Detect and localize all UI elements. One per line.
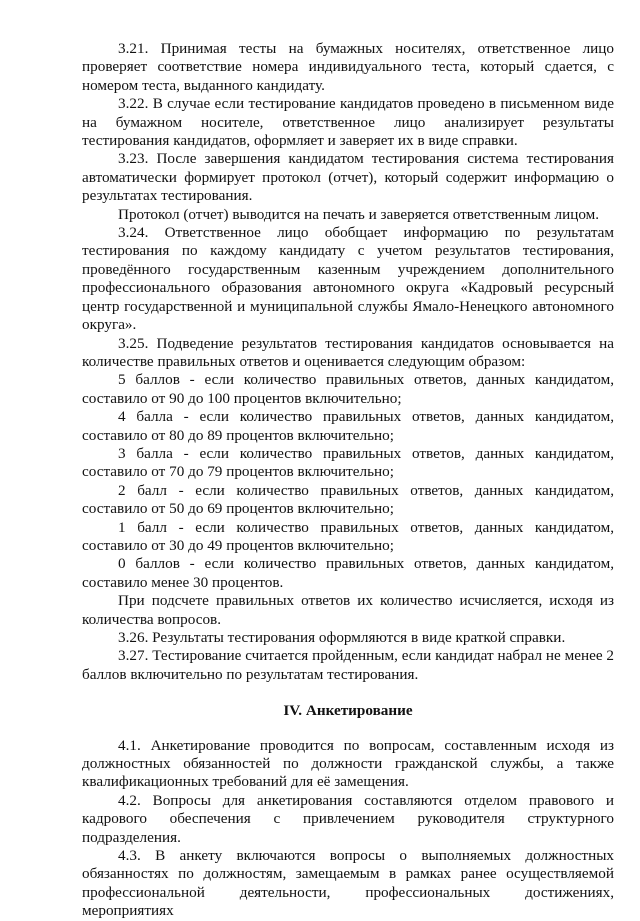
paragraph-3-26: 3.26. Результаты тестирования оформляются в виде краткой справки. [118,629,566,646]
paragraph-protocol: Протокол (отчет) выводится на печать и заверяется ответственным лицом. [118,205,600,223]
document-body [82,40,614,921]
paragraph-3-21: 3.21. Принимая тесты на бумажных носителях, ответственное лицо проверяет соответствие номера индивидуального теста, который сдается, с номером теста, выданного кандидату. [82,40,614,94]
paragraph-4-1: 4.1. Анкетирование проводится по вопросам, составленным исходя из должностных обязанностей по должности гражданской службы, а также квалификационных требований для её замещения. [82,736,614,791]
paragraph-3-22: 3.22. В случае если тестирование кандидатов проведено в письменном виде на бумажном носителе, ответственное лицо анализирует результаты тестирования кандидатов, оформляет и заверяет их в виде справки. [82,95,614,150]
score-2-item: 2 балл - если количество правильных ответов, данных кандидатом, составило от 50 до 69 процентов включительно; [82,481,614,518]
section-heading: IV. Анкетирование [283,702,413,720]
score-1-item: 1 балл - если количество правильных ответов, данных кандидатом, составило от 30 до 49 процентов включительно; [82,518,614,554]
score-3-item: 3 балла - если количество правильных ответов, данных кандидатом, составило от 70 до 79 процентов включительно; [82,444,614,481]
paragraph-3-24: 3.24. Ответственное лицо обобщает информацию по результатам тестирования по каждому кандидату с учетом результатов тестирования, проведённого государственным казенным учреждением дополнительного профессионального образования автономного округа «Кадровый ресурсный центр государственной и муниципальной службы Ямало-Ненецкого автономного округа». [82,224,614,334]
paragraph-4-3: 4.3. В анкету включаются вопросы о выполняемых должностных обязанностях по должностям, замещаемым в рамках ранее осуществляемой профессиональной деятельности, профессиональных достижениях, мероприятиях [82,847,614,920]
paragraph-counting: При подсчете правильных ответов их количество исчисляется, исходя из количества вопросов. [82,592,614,628]
score-5-item: 5 баллов - если количество правильных ответов, данных кандидатом, составило от 90 до 100 процентов включительно; [82,371,614,407]
paragraph-4-2: 4.2. Вопросы для анкетирования составляются отделом правового и кадрового обеспечения с привлечением руководителя структурного подразделения. [82,791,614,846]
paragraph-3-25: 3.25. Подведение результатов тестирования кандидатов основывается на количестве правильных ответов и оценивается следующим образом: [82,334,614,370]
score-4-item: 4 балла - если количество правильных ответов, данных кандидатом, составило от 80 до 89 процентов включительно; [82,408,614,444]
paragraph-3-27: 3.27. Тестирование считается пройденным, если кандидат набрал не менее 2 баллов включительно по результатам тестирования. [82,647,614,683]
score-0-item: 0 баллов - если количество правильных ответов, данных кандидатом, составило менее 30 процентов. [82,555,614,591]
paragraph-3-23: 3.23. После завершения кандидатом тестирования система тестирования автоматически формирует протокол (отчет), который содержит информацию о результатах тестирования. [82,150,614,205]
